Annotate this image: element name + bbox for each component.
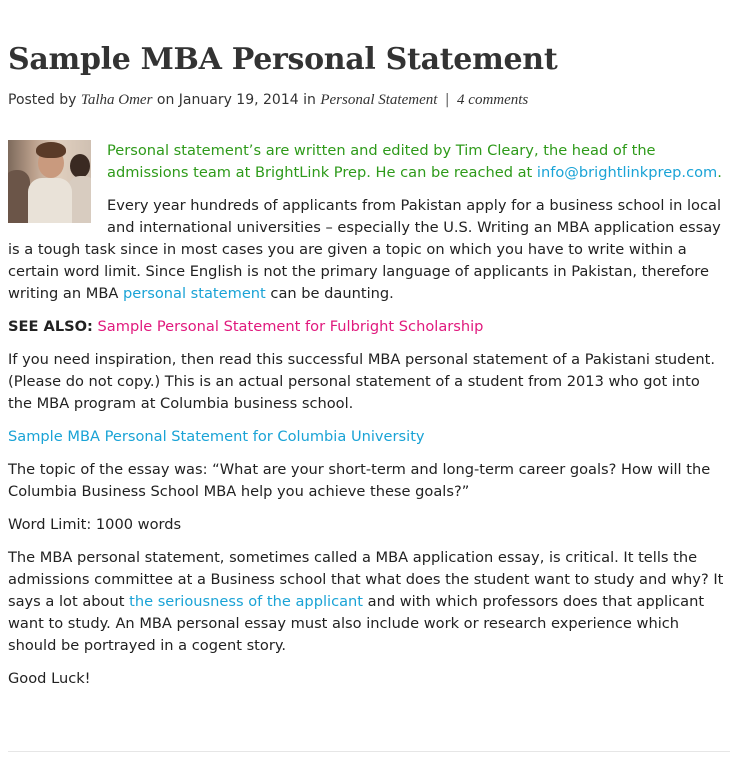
columbia-paragraph	[8, 426, 728, 448]
paragraph-inspiration: If you need inspiration, then read this successful MBA personal statement of a Pakistani student. (Please do not copy.) This is an actual personal statement of a student from 2013 who got into the MBA program at Columbia business school.	[8, 351, 715, 412]
email-link[interactable]: info@brightlinkprep.com	[536, 164, 718, 181]
essay-topic: The topic of the essay was: “What are your short-term and long-term career goals? How will the Columbia Business School MBA help you achieve these goals?”	[8, 461, 711, 500]
columbia-link[interactable]: Sample MBA Personal Statement for Columbia University	[8, 428, 425, 445]
para3-end: and with which professors does that applicant want to study. An MBA personal essay must also include work or research experience which should be portrayed in a cogent story.	[8, 593, 705, 654]
post-date: January 19, 2014	[178, 92, 299, 108]
word-limit: Word Limit: 1000 words	[8, 516, 182, 533]
comments-link[interactable]: 4 comments	[457, 92, 529, 108]
para1-end: can be daunting.	[270, 285, 394, 302]
posted-by-label: Posted by	[8, 92, 77, 108]
meta-separator: |	[444, 92, 450, 108]
personal-statement-link[interactable]: personal statement	[122, 285, 266, 302]
bottom-divider	[8, 751, 730, 752]
see-also	[8, 316, 728, 338]
in-label: in	[303, 92, 316, 108]
closing-line: Good Luck!	[8, 670, 91, 687]
paragraph-critical	[8, 547, 728, 657]
para1-text: Every year hundreds of applicants from Pakistan apply for a business school in local and international universities – especially the U.S. Writing an MBA application essay is a tough task since in most cases you are given a topic on which you have to write within a certain word limit. Since English is not the primary language of applicants in Pakistan, therefore writing an MBA	[8, 197, 722, 302]
see-also-label: SEE ALSO:	[8, 318, 93, 335]
seriousness-link[interactable]: the seriousness of the applicant	[129, 593, 364, 610]
para3-text: The MBA personal statement, sometimes called a MBA application essay, is critical. It tells the admissions committee at a Business school that what does the student want to study and why? It says a lot about	[8, 549, 724, 610]
category-link[interactable]: Personal Statement	[320, 92, 438, 108]
editor-photo	[8, 140, 91, 223]
post-meta	[8, 89, 528, 111]
paragraph-intro-essay	[8, 195, 728, 305]
article-title: Sample MBA Personal Statement	[8, 42, 558, 77]
intro-text: Personal statement’s are written and edited by Tim Cleary, the head of the admissions team at BrightLink Prep. He can be reached at	[107, 142, 656, 181]
author-link[interactable]: Talha Omer	[80, 92, 153, 108]
on-label: on	[156, 92, 175, 108]
intro-paragraph	[8, 140, 728, 184]
fulbright-link[interactable]: Sample Personal Statement for Fulbright Scholarship	[97, 318, 484, 335]
intro-end: .	[717, 164, 722, 181]
article-body	[8, 140, 728, 701]
